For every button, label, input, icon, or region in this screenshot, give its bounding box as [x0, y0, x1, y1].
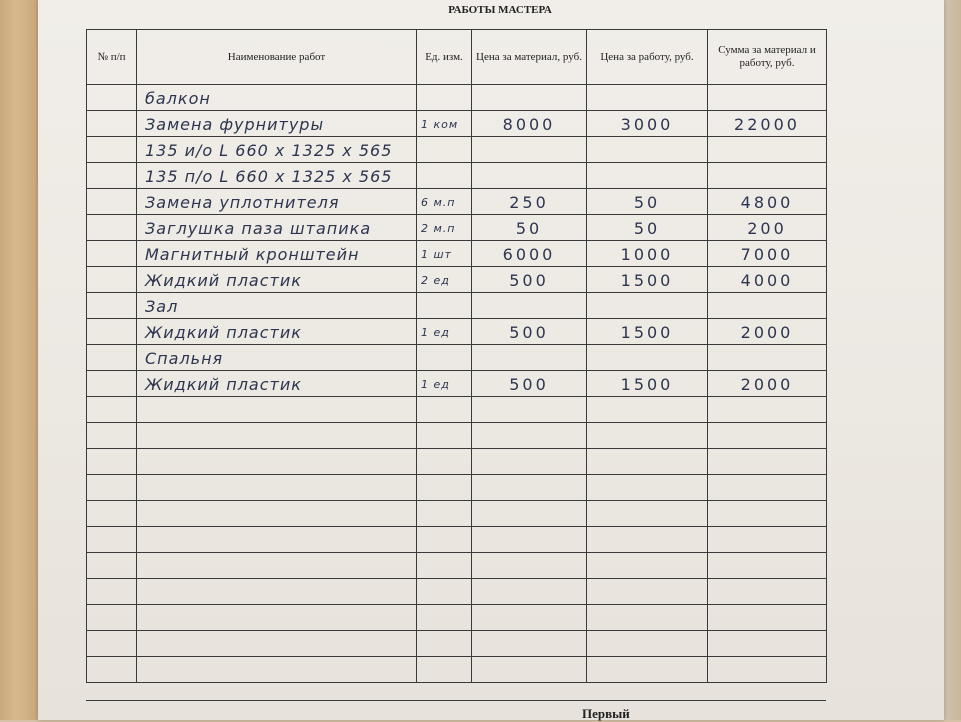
table-header-row [87, 30, 827, 85]
table-row [87, 527, 827, 553]
row-work-price-cell [587, 475, 708, 501]
table-row [87, 345, 827, 371]
row-work-price-cell: 1500 [587, 319, 708, 345]
row-unit-cell [417, 527, 472, 553]
row-num-cell [87, 163, 137, 189]
row-material-price-cell: 500 [472, 267, 587, 293]
row-material-price-cell [472, 137, 587, 163]
row-material-price-cell [472, 553, 587, 579]
footer-line [86, 700, 826, 721]
row-num-cell [87, 605, 137, 631]
row-num-cell [87, 293, 137, 319]
row-total-cell: 2000 [708, 319, 827, 345]
row-work-price-cell [587, 631, 708, 657]
row-unit-cell [417, 163, 472, 189]
table-row [87, 189, 827, 215]
row-num-cell [87, 397, 137, 423]
row-unit-cell: 1 шт [417, 241, 472, 267]
row-num-cell [87, 137, 137, 163]
row-work-price-cell [587, 163, 708, 189]
row-unit-cell: 1 ед [417, 371, 472, 397]
table-row [87, 293, 827, 319]
table-row [87, 553, 827, 579]
row-work-price-cell: 1000 [587, 241, 708, 267]
row-unit-cell [417, 579, 472, 605]
row-material-price-cell [472, 397, 587, 423]
table-row [87, 631, 827, 657]
row-unit-cell [417, 85, 472, 111]
row-name-cell [137, 579, 417, 605]
table-row [87, 215, 827, 241]
row-work-price-cell [587, 293, 708, 319]
row-name-cell: Заглушка паза штапика [137, 215, 417, 241]
table-row [87, 111, 827, 137]
row-work-price-cell [587, 449, 708, 475]
row-total-cell [708, 553, 827, 579]
page-title: РАБОТЫ МАСТЕРА [448, 4, 552, 16]
row-name-cell: Замена фурнитуры [137, 111, 417, 137]
row-name-cell [137, 501, 417, 527]
row-num-cell [87, 579, 137, 605]
row-name-cell: Магнитный кронштейн [137, 241, 417, 267]
row-name-cell: Жидкий пластик [137, 319, 417, 345]
row-material-price-cell [472, 657, 587, 683]
row-name-cell: Спальня [137, 345, 417, 371]
row-total-cell [708, 579, 827, 605]
row-total-cell [708, 475, 827, 501]
row-num-cell [87, 527, 137, 553]
row-total-cell: 2000 [708, 371, 827, 397]
row-unit-cell [417, 657, 472, 683]
row-work-price-cell [587, 423, 708, 449]
row-unit-cell: 1 ком [417, 111, 472, 137]
header-material-price: Цена за материал, руб. [472, 30, 587, 85]
header-num: № п/п [87, 30, 137, 85]
row-total-cell [708, 527, 827, 553]
row-name-cell: Жидкий пластик [137, 267, 417, 293]
row-unit-cell [417, 397, 472, 423]
wooden-surface-left [0, 0, 40, 720]
row-unit-cell [417, 475, 472, 501]
row-unit-cell: 1 ед [417, 319, 472, 345]
table-row [87, 85, 827, 111]
row-num-cell [87, 501, 137, 527]
table-row [87, 423, 827, 449]
table-row [87, 579, 827, 605]
row-work-price-cell [587, 553, 708, 579]
row-total-cell [708, 163, 827, 189]
row-material-price-cell: 50 [472, 215, 587, 241]
row-work-price-cell [587, 527, 708, 553]
header-total: Сумма за материал и работу, руб. [708, 30, 827, 85]
row-num-cell [87, 345, 137, 371]
row-unit-cell: 2 ед [417, 267, 472, 293]
row-name-cell: балкон [137, 85, 417, 111]
row-material-price-cell: 250 [472, 189, 587, 215]
row-name-cell: 135 и/о L 660 x 1325 x 565 [137, 137, 417, 163]
row-material-price-cell [472, 631, 587, 657]
row-unit-cell [417, 553, 472, 579]
row-num-cell [87, 189, 137, 215]
row-material-price-cell [472, 163, 587, 189]
row-total-cell [708, 631, 827, 657]
row-material-price-cell [472, 293, 587, 319]
row-name-cell: Зал [137, 293, 417, 319]
row-unit-cell [417, 423, 472, 449]
row-total-cell [708, 501, 827, 527]
row-material-price-cell [472, 579, 587, 605]
row-num-cell [87, 241, 137, 267]
row-name-cell [137, 397, 417, 423]
row-total-cell [708, 423, 827, 449]
row-unit-cell: 2 м.п [417, 215, 472, 241]
table-row [87, 475, 827, 501]
row-work-price-cell [587, 579, 708, 605]
row-material-price-cell: 500 [472, 371, 587, 397]
table-row [87, 449, 827, 475]
row-num-cell [87, 449, 137, 475]
row-material-price-cell [472, 475, 587, 501]
works-table [86, 29, 827, 683]
row-unit-cell [417, 293, 472, 319]
row-name-cell [137, 631, 417, 657]
table-row [87, 501, 827, 527]
table-row [87, 397, 827, 423]
row-work-price-cell [587, 605, 708, 631]
row-work-price-cell: 50 [587, 215, 708, 241]
header-name: Наименование работ [137, 30, 417, 85]
row-unit-cell [417, 631, 472, 657]
row-num-cell [87, 553, 137, 579]
row-unit-cell [417, 501, 472, 527]
row-work-price-cell: 50 [587, 189, 708, 215]
table-row [87, 319, 827, 345]
row-total-cell [708, 345, 827, 371]
row-name-cell [137, 423, 417, 449]
row-name-cell: Жидкий пластик [137, 371, 417, 397]
row-total-cell: 200 [708, 215, 827, 241]
row-material-price-cell: 6000 [472, 241, 587, 267]
row-unit-cell: 6 м.п [417, 189, 472, 215]
row-work-price-cell [587, 137, 708, 163]
row-work-price-cell [587, 501, 708, 527]
row-num-cell [87, 319, 137, 345]
row-total-cell [708, 85, 827, 111]
row-material-price-cell [472, 527, 587, 553]
row-unit-cell [417, 137, 472, 163]
row-work-price-cell: 3000 [587, 111, 708, 137]
row-unit-cell [417, 345, 472, 371]
row-num-cell [87, 371, 137, 397]
row-name-cell [137, 657, 417, 683]
row-num-cell [87, 85, 137, 111]
row-work-price-cell: 1500 [587, 267, 708, 293]
row-material-price-cell [472, 345, 587, 371]
row-total-cell: 22000 [708, 111, 827, 137]
row-name-cell [137, 605, 417, 631]
row-num-cell [87, 631, 137, 657]
table-row [87, 241, 827, 267]
row-material-price-cell [472, 423, 587, 449]
row-total-cell [708, 397, 827, 423]
row-material-price-cell [472, 605, 587, 631]
row-num-cell [87, 111, 137, 137]
row-name-cell [137, 475, 417, 501]
row-material-price-cell [472, 449, 587, 475]
row-total-cell: 4800 [708, 189, 827, 215]
row-work-price-cell [587, 345, 708, 371]
row-material-price-cell: 8000 [472, 111, 587, 137]
row-name-cell [137, 527, 417, 553]
row-work-price-cell [587, 397, 708, 423]
row-work-price-cell [587, 657, 708, 683]
row-name-cell: Замена уплотнителя [137, 189, 417, 215]
row-total-cell [708, 657, 827, 683]
table-row [87, 137, 827, 163]
row-name-cell: 135 п/о L 660 x 1325 x 565 [137, 163, 417, 189]
table-row [87, 267, 827, 293]
table-row [87, 371, 827, 397]
row-work-price-cell: 1500 [587, 371, 708, 397]
row-unit-cell [417, 449, 472, 475]
footer-label: Первый [582, 706, 630, 721]
row-total-cell [708, 293, 827, 319]
row-total-cell: 4000 [708, 267, 827, 293]
table-row [87, 605, 827, 631]
row-name-cell [137, 449, 417, 475]
row-num-cell [87, 475, 137, 501]
row-work-price-cell [587, 85, 708, 111]
table-row [87, 657, 827, 683]
row-material-price-cell: 500 [472, 319, 587, 345]
row-unit-cell [417, 605, 472, 631]
header-work-price: Цена за работу, руб. [587, 30, 708, 85]
row-total-cell [708, 605, 827, 631]
row-total-cell [708, 449, 827, 475]
row-total-cell: 7000 [708, 241, 827, 267]
table-row [87, 163, 827, 189]
row-name-cell [137, 553, 417, 579]
row-num-cell [87, 267, 137, 293]
row-material-price-cell [472, 85, 587, 111]
row-total-cell [708, 137, 827, 163]
row-material-price-cell [472, 501, 587, 527]
header-unit: Ед. изм. [417, 30, 472, 85]
row-num-cell [87, 657, 137, 683]
row-num-cell [87, 215, 137, 241]
row-num-cell [87, 423, 137, 449]
